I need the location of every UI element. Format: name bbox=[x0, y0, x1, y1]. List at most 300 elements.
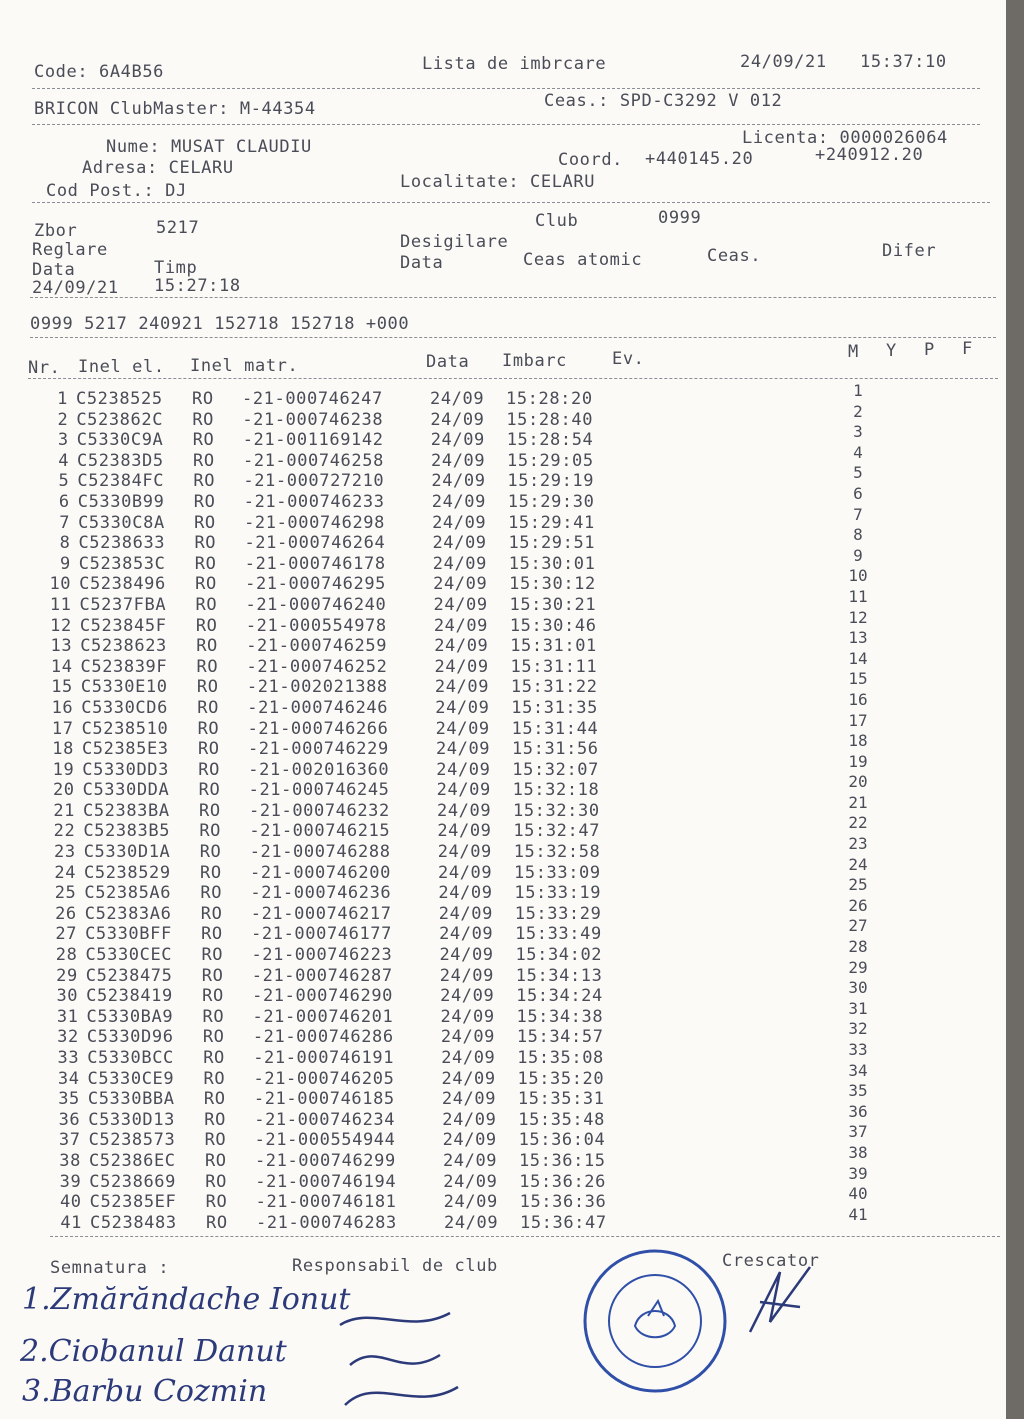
ring-el: C52383B5 bbox=[83, 821, 171, 842]
col-date: Data bbox=[426, 352, 470, 372]
row-nr: 36 bbox=[58, 1109, 81, 1130]
arrival-time: 15:35:48 bbox=[518, 1109, 605, 1130]
col-nr: Nr. bbox=[28, 358, 61, 378]
arrival-time: 15:36:26 bbox=[519, 1171, 606, 1192]
arrival-time: 15:33:29 bbox=[514, 903, 602, 924]
rank-column bbox=[838, 381, 878, 1225]
arrival-time: 15:34:13 bbox=[515, 965, 603, 986]
arrival-time: 15:32:07 bbox=[512, 759, 599, 780]
rank-value: 41 bbox=[848, 1204, 868, 1224]
arrival-time: 15:31:35 bbox=[511, 697, 598, 718]
arrival-time: 15:31:01 bbox=[510, 636, 597, 657]
rank-value: 26 bbox=[848, 895, 868, 915]
ring-country: RO bbox=[202, 1006, 225, 1027]
arrival-date: 24/09 bbox=[434, 656, 489, 677]
rank-value: 37 bbox=[848, 1122, 868, 1142]
row-nr: 28 bbox=[55, 945, 78, 966]
row-nr: 23 bbox=[54, 842, 76, 863]
arrival-time: 15:35:20 bbox=[517, 1068, 605, 1089]
ring-el: C52385A6 bbox=[84, 883, 172, 904]
flight-value: 5217 bbox=[156, 218, 200, 238]
rank-value: 19 bbox=[848, 751, 868, 771]
ring-country: RO bbox=[198, 780, 221, 801]
ring-el: C52383BA bbox=[83, 800, 170, 821]
ring-matr: -21-000746247 bbox=[242, 389, 383, 409]
arrival-time: 15:36:15 bbox=[518, 1150, 606, 1171]
ring-matr: -21-000746298 bbox=[244, 512, 385, 533]
divider bbox=[32, 124, 980, 125]
row-nr: 9 bbox=[59, 553, 71, 574]
arrival-date: 24/09 bbox=[441, 1089, 497, 1110]
rank-value: 5 bbox=[853, 463, 863, 483]
arrival-date: 24/09 bbox=[430, 409, 485, 430]
ring-country: RO bbox=[204, 1130, 227, 1151]
ring-matr: -21-000746215 bbox=[249, 821, 391, 842]
row-nr: 3 bbox=[57, 430, 69, 451]
rank-value: 11 bbox=[848, 586, 868, 606]
rank-value: 20 bbox=[848, 772, 868, 792]
ring-matr: -21-000746178 bbox=[244, 553, 386, 574]
col-ev: Ev. bbox=[612, 349, 645, 369]
arrival-time: 15:29:51 bbox=[508, 533, 596, 554]
ring-country: RO bbox=[205, 1171, 227, 1192]
arrival-time: 15:29:30 bbox=[507, 491, 595, 512]
row-nr: 11 bbox=[49, 594, 72, 615]
ring-matr: -21-001169142 bbox=[242, 430, 384, 451]
arrival-date: 24/09 bbox=[438, 903, 493, 924]
rank-value: 28 bbox=[848, 937, 868, 957]
ring-country: RO bbox=[202, 986, 224, 1007]
ring-matr: -21-000746205 bbox=[253, 1068, 395, 1089]
arrival-time: 15:30:21 bbox=[509, 594, 597, 615]
ring-matr: -21-000746264 bbox=[244, 533, 386, 554]
row-nr: 33 bbox=[57, 1048, 80, 1068]
ring-el: C5330BBA bbox=[87, 1089, 175, 1110]
date-label: Data bbox=[32, 260, 76, 280]
arrival-date: 24/09 bbox=[433, 574, 488, 595]
divider bbox=[50, 1236, 1000, 1237]
ring-matr: -21-000746232 bbox=[249, 800, 390, 821]
ring-el: C52383D5 bbox=[77, 450, 164, 471]
ring-el: C5238623 bbox=[80, 636, 167, 657]
row-nr: 34 bbox=[57, 1068, 80, 1089]
ring-matr: -21-000746299 bbox=[254, 1150, 396, 1171]
ring-matr: -21-000746194 bbox=[255, 1171, 397, 1192]
ring-matr: -21-000746233 bbox=[243, 491, 385, 512]
ring-el: C5330BA9 bbox=[86, 1006, 174, 1027]
arrival-date: 24/09 bbox=[437, 800, 492, 821]
rank-value: 6 bbox=[853, 483, 863, 503]
signature-scribble bbox=[330, 1295, 470, 1419]
rank-value: 17 bbox=[848, 710, 868, 730]
rank-value: 1 bbox=[853, 381, 863, 400]
ring-matr: -21-000746191 bbox=[253, 1048, 395, 1068]
ring-matr: -21-000746201 bbox=[252, 1006, 394, 1027]
coord-label: Coord. bbox=[558, 150, 624, 170]
ring-el: C523862C bbox=[76, 409, 164, 430]
rank-value: 35 bbox=[848, 1081, 868, 1101]
setting-date: 24/09/21 bbox=[32, 278, 119, 298]
ring-matr: -21-000727210 bbox=[243, 471, 385, 492]
locality: Localitate: CELARU bbox=[400, 172, 596, 192]
handwritten-signature-1: 1.Zmărăndache Ionut bbox=[22, 1282, 351, 1317]
ring-el: C5330D96 bbox=[86, 1027, 174, 1048]
rank-value: 40 bbox=[848, 1184, 868, 1204]
ring-country: RO bbox=[193, 450, 215, 471]
row-nr: 26 bbox=[55, 903, 77, 924]
arrival-date: 24/09 bbox=[433, 594, 488, 615]
ring-matr: -21-000746283 bbox=[256, 1212, 397, 1233]
ring-country: RO bbox=[202, 1027, 225, 1048]
ring-el: C52384FC bbox=[77, 471, 165, 492]
ring-el: C5238525 bbox=[76, 389, 163, 409]
breeder-signature bbox=[740, 1262, 820, 1342]
ring-el: C523853C bbox=[78, 553, 166, 574]
ring-country: RO bbox=[194, 512, 216, 533]
ring-country: RO bbox=[194, 533, 217, 554]
print-date: 24/09/21 bbox=[740, 52, 827, 72]
arrival-time: 15:33:09 bbox=[514, 862, 601, 883]
ring-matr: -21-000746295 bbox=[245, 574, 386, 595]
arrival-date: 24/09 bbox=[444, 1212, 499, 1233]
rank-value: 10 bbox=[848, 566, 868, 586]
divider bbox=[32, 88, 980, 89]
ring-el: C523839F bbox=[80, 656, 168, 677]
arrival-date: 24/09 bbox=[431, 471, 486, 492]
rank-value: 33 bbox=[848, 1040, 868, 1059]
licence-label: Licenta: 0000026064 bbox=[742, 128, 948, 148]
coord-y: +240912.20 bbox=[815, 145, 924, 165]
arrival-time: 15:31:56 bbox=[511, 739, 599, 760]
row-nr: 5 bbox=[58, 471, 70, 492]
ring-matr: -21-000746286 bbox=[252, 1027, 394, 1048]
clock-col-label: Ceas. bbox=[707, 246, 762, 266]
arrival-time: 15:36:47 bbox=[520, 1212, 607, 1233]
arrival-time: 15:29:41 bbox=[508, 512, 595, 533]
ring-country: RO bbox=[192, 409, 215, 430]
ring-el: C52385E3 bbox=[81, 739, 169, 760]
arrival-time: 15:31:11 bbox=[510, 656, 598, 677]
row-nr: 12 bbox=[50, 615, 72, 636]
ring-matr: -21-000746252 bbox=[246, 656, 388, 677]
ring-el: C5330BFF bbox=[85, 924, 172, 945]
ring-country: RO bbox=[203, 1048, 225, 1068]
ring-el: C5330C9A bbox=[76, 430, 164, 451]
rank-value: 39 bbox=[848, 1163, 868, 1183]
rank-value: 15 bbox=[848, 669, 868, 689]
ring-matr: -21-000746287 bbox=[251, 965, 393, 986]
row-nr: 14 bbox=[50, 656, 73, 677]
arrival-date: 24/09 bbox=[432, 553, 487, 574]
col-p: P bbox=[924, 340, 935, 360]
arrival-date: 24/09 bbox=[441, 1068, 496, 1089]
ring-country: RO bbox=[196, 656, 219, 677]
arrival-time: 15:31:44 bbox=[511, 718, 599, 739]
rank-value: 2 bbox=[853, 401, 863, 421]
arrival-date: 24/09 bbox=[435, 739, 491, 760]
arrival-date: 24/09 bbox=[437, 821, 492, 842]
arrival-time: 15:34:57 bbox=[516, 1027, 604, 1048]
arrival-date: 24/09 bbox=[440, 1006, 495, 1027]
arrival-date: 24/09 bbox=[434, 677, 490, 698]
ring-matr: -21-000746236 bbox=[250, 883, 392, 904]
ring-country: RO bbox=[196, 636, 218, 657]
ring-el: C5238496 bbox=[79, 574, 166, 595]
row-nr: 7 bbox=[59, 512, 71, 533]
rank-value: 23 bbox=[848, 834, 868, 854]
row-nr: 21 bbox=[53, 800, 75, 821]
rank-value: 9 bbox=[853, 545, 863, 565]
row-nr: 8 bbox=[59, 533, 71, 554]
ring-matr: -21-000554978 bbox=[245, 615, 387, 636]
ring-el: C5330D13 bbox=[88, 1109, 175, 1130]
ring-country: RO bbox=[201, 924, 223, 945]
ring-country: RO bbox=[200, 862, 222, 883]
col-m: M bbox=[848, 342, 859, 362]
ring-country: RO bbox=[197, 697, 219, 718]
ring-matr: -21-002016360 bbox=[248, 759, 390, 780]
row-nr: 31 bbox=[56, 1006, 79, 1027]
rank-value: 21 bbox=[848, 792, 868, 812]
ring-el: C5238483 bbox=[90, 1212, 177, 1233]
rank-value: 12 bbox=[848, 607, 868, 627]
difference-label: Difer bbox=[882, 241, 937, 261]
ring-el: C5330CD6 bbox=[81, 697, 168, 718]
divider bbox=[28, 378, 998, 379]
row-nr: 30 bbox=[56, 986, 79, 1007]
ring-country: RO bbox=[194, 553, 217, 574]
ring-el: C5238529 bbox=[84, 862, 171, 883]
atomic-clock-label: Ceas atomic bbox=[523, 250, 643, 270]
ring-country: RO bbox=[196, 677, 219, 698]
ring-matr: -21-000746240 bbox=[245, 594, 387, 615]
arrival-date: 24/09 bbox=[442, 1109, 497, 1130]
ring-el: C5330BCC bbox=[87, 1048, 174, 1068]
col-f: F bbox=[962, 339, 973, 359]
arrival-date: 24/09 bbox=[439, 945, 494, 966]
col-ring: Inel el. bbox=[78, 357, 165, 377]
ring-el: C5237FBA bbox=[79, 594, 167, 615]
ring-el: C52386EC bbox=[88, 1150, 176, 1171]
arrival-time: 15:36:36 bbox=[519, 1192, 607, 1213]
ring-el: C5330C8A bbox=[78, 512, 165, 533]
ring-country: RO bbox=[193, 491, 216, 512]
row-nr: 13 bbox=[50, 636, 73, 657]
arrival-time: 15:32:18 bbox=[512, 780, 600, 801]
setting-label: Reglare bbox=[32, 240, 108, 260]
ring-el: C5330DDA bbox=[82, 780, 170, 801]
ring-matr: -21-000746177 bbox=[251, 924, 392, 945]
row-nr: 24 bbox=[54, 862, 77, 883]
setting-time: 15:27:18 bbox=[154, 276, 241, 296]
ring-matr: -21-000746288 bbox=[249, 842, 391, 863]
arrival-time: 15:34:38 bbox=[516, 1006, 604, 1027]
row-nr: 4 bbox=[58, 450, 70, 471]
ring-el: C5330CE9 bbox=[87, 1068, 175, 1089]
row-nr: 41 bbox=[60, 1212, 82, 1233]
row-nr: 29 bbox=[56, 965, 78, 986]
ring-country: RO bbox=[201, 965, 224, 986]
divider bbox=[30, 337, 996, 338]
arrival-date: 24/09 bbox=[438, 883, 493, 904]
arrival-date: 24/09 bbox=[435, 697, 490, 718]
rank-value: 3 bbox=[853, 422, 863, 442]
row-nr: 22 bbox=[53, 821, 76, 842]
row-nr: 2 bbox=[57, 409, 69, 430]
rank-value: 14 bbox=[848, 648, 868, 668]
arrival-time: 15:29:19 bbox=[507, 471, 595, 492]
ring-el: C5238419 bbox=[86, 986, 173, 1007]
row-nr: 40 bbox=[59, 1192, 82, 1213]
arrival-date: 24/09 bbox=[431, 450, 486, 471]
ring-country: RO bbox=[192, 389, 214, 409]
row-nr: 38 bbox=[59, 1150, 81, 1171]
ring-country: RO bbox=[203, 1089, 226, 1110]
rank-value: 32 bbox=[848, 1019, 868, 1039]
code-label: Code: 6A4B56 bbox=[34, 62, 165, 82]
arrival-date: 24/09 bbox=[432, 533, 487, 554]
arrival-date: 24/09 bbox=[430, 430, 485, 451]
ring-matr: -21-000746245 bbox=[248, 780, 390, 801]
arrival-time: 15:34:24 bbox=[516, 986, 603, 1007]
ring-country: RO bbox=[195, 615, 218, 636]
row-nr: 32 bbox=[57, 1027, 79, 1048]
arrival-date: 24/09 bbox=[436, 759, 491, 780]
ring-matr: -21-000746181 bbox=[255, 1192, 397, 1213]
owner-address: Adresa: CELARU bbox=[82, 158, 234, 178]
arrival-time: 15:34:02 bbox=[515, 945, 603, 966]
ring-matr: -21-000746259 bbox=[246, 636, 388, 657]
clock-label: Ceas.: SPD-C3292 V 012 bbox=[544, 91, 783, 111]
ring-el: C5330E10 bbox=[80, 677, 168, 698]
ring-matr: -21-000746238 bbox=[242, 409, 384, 430]
ring-matr: -21-000746246 bbox=[247, 697, 389, 718]
ring-el: C523845F bbox=[79, 615, 167, 636]
ring-el: C5238510 bbox=[81, 718, 169, 739]
ring-matr: -21-000746234 bbox=[254, 1109, 396, 1130]
row-nr: 35 bbox=[58, 1089, 80, 1110]
rank-value: 13 bbox=[848, 628, 868, 648]
rank-value: 38 bbox=[848, 1142, 868, 1162]
rank-value: 30 bbox=[848, 978, 868, 998]
club-responsible-label: Responsabil de club bbox=[292, 1256, 498, 1276]
ring-matr: -21-000746258 bbox=[243, 450, 384, 471]
row-nr: 39 bbox=[59, 1171, 82, 1192]
arrival-date: 24/09 bbox=[431, 491, 486, 512]
rank-value: 27 bbox=[848, 916, 868, 936]
row-nr: 10 bbox=[49, 574, 72, 595]
rank-value: 24 bbox=[848, 854, 868, 874]
ring-country: RO bbox=[198, 759, 220, 780]
clubmaster-label: BRICON ClubMaster: M-44354 bbox=[34, 99, 316, 119]
club-value: 0999 bbox=[658, 208, 702, 228]
ring-country: RO bbox=[192, 430, 215, 451]
arrival-date: 24/09 bbox=[434, 636, 489, 657]
rank-value: 25 bbox=[848, 875, 868, 895]
flight-label: Zbor bbox=[34, 221, 78, 241]
col-arrival: Imbarc bbox=[502, 351, 568, 371]
arrival-time: 15:31:22 bbox=[510, 677, 598, 698]
ring-matr: -21-002021388 bbox=[246, 677, 388, 698]
arrival-date: 24/09 bbox=[438, 862, 493, 883]
arrival-time: 15:30:12 bbox=[509, 574, 596, 595]
ring-country: RO bbox=[195, 594, 218, 615]
arrival-date: 24/09 bbox=[439, 924, 494, 945]
ring-country: RO bbox=[206, 1212, 228, 1233]
row-nr: 1 bbox=[57, 389, 68, 409]
ring-matr: -21-000746229 bbox=[247, 739, 389, 760]
arrival-time: 15:32:47 bbox=[513, 821, 601, 842]
col-y: Y bbox=[886, 341, 897, 361]
arrival-time: 15:35:31 bbox=[517, 1089, 605, 1110]
row-nr: 17 bbox=[51, 718, 74, 739]
ring-country: RO bbox=[203, 1068, 226, 1089]
row-nr: 20 bbox=[52, 780, 75, 801]
unseal-label: Desigilare bbox=[400, 232, 509, 252]
ring-el: C5330CEC bbox=[85, 945, 173, 966]
arrival-date: 24/09 bbox=[436, 780, 491, 801]
arrival-time: 15:28:54 bbox=[506, 430, 594, 451]
row-nr: 37 bbox=[58, 1130, 81, 1151]
arrival-date: 24/09 bbox=[442, 1130, 497, 1151]
arrival-date: 24/09 bbox=[440, 1027, 496, 1048]
rank-value: 36 bbox=[848, 1101, 868, 1121]
ring-el: C5330B99 bbox=[77, 491, 165, 512]
ring-country: RO bbox=[193, 471, 216, 492]
breeder-label: Crescator bbox=[722, 1251, 820, 1271]
arrival-date: 24/09 bbox=[443, 1192, 498, 1213]
ring-matr: -21-000746223 bbox=[251, 945, 393, 966]
arrival-date: 24/09 bbox=[442, 1150, 498, 1171]
coord-x: +440145.20 bbox=[645, 149, 754, 169]
ring-country: RO bbox=[197, 718, 220, 739]
rank-value: 31 bbox=[848, 998, 868, 1018]
ring-matr: -21-000746290 bbox=[252, 986, 393, 1007]
document-title: Lista de imbrcare bbox=[422, 54, 607, 74]
signature-label: Semnatura : bbox=[50, 1258, 170, 1278]
ring-matr: -21-000746217 bbox=[250, 903, 392, 924]
ring-el: C52383A6 bbox=[84, 903, 172, 924]
rank-value: 34 bbox=[848, 1060, 868, 1080]
ring-el: C5238633 bbox=[78, 533, 166, 554]
ring-country: RO bbox=[195, 574, 217, 595]
arrival-time: 15:28:20 bbox=[506, 389, 593, 409]
arrival-date: 24/09 bbox=[440, 986, 495, 1007]
ring-matr: -21-000746200 bbox=[250, 862, 391, 883]
arrival-date: 24/09 bbox=[430, 389, 485, 409]
ring-country: RO bbox=[199, 800, 221, 821]
print-time: 15:37:10 bbox=[860, 52, 947, 72]
divider bbox=[32, 202, 990, 203]
ring-country: RO bbox=[205, 1192, 228, 1213]
rank-value: 4 bbox=[853, 442, 863, 462]
row-nr: 16 bbox=[51, 697, 74, 718]
ring-el: C52385EF bbox=[89, 1192, 177, 1213]
ring-el: C5330DD3 bbox=[82, 759, 169, 780]
ring-el: C5238573 bbox=[88, 1130, 176, 1151]
time-label: Timp bbox=[154, 258, 198, 278]
rank-value: 16 bbox=[848, 689, 868, 709]
rank-value: 18 bbox=[848, 731, 868, 751]
arrival-date: 24/09 bbox=[435, 718, 490, 739]
row-nr: 25 bbox=[54, 883, 77, 904]
arrival-time: 15:33:49 bbox=[515, 924, 602, 945]
ring-matr: -21-000746185 bbox=[253, 1089, 395, 1110]
arrival-time: 15:30:46 bbox=[509, 615, 597, 636]
row-nr: 27 bbox=[55, 924, 78, 945]
arrival-time: 15:32:30 bbox=[513, 800, 600, 821]
postal-code: Cod Post.: DJ bbox=[46, 181, 187, 201]
